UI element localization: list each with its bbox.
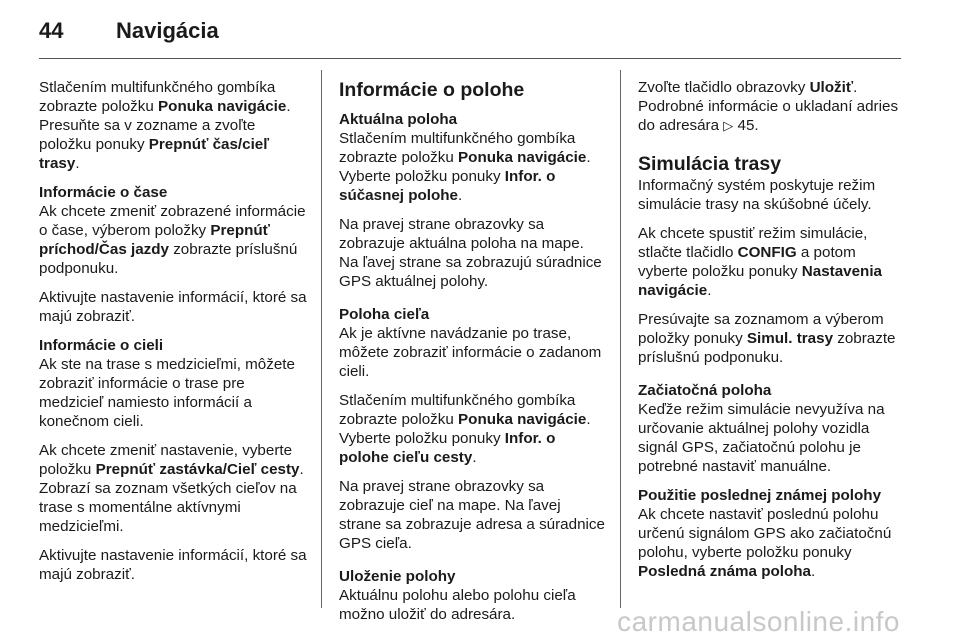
text: . bbox=[811, 563, 816, 580]
watermark: carmanualsonline.info bbox=[617, 606, 900, 637]
text: Stlačením multifunkčného gombíka zobrazte položku bbox=[339, 130, 576, 166]
menu-item-ref: Simul. trasy bbox=[746, 330, 834, 347]
text: . bbox=[75, 155, 80, 172]
column-1 bbox=[39, 78, 307, 594]
text: . bbox=[458, 187, 463, 204]
intro-paragraph bbox=[39, 78, 307, 173]
text: zobrazte príslušnú podponuku. bbox=[39, 241, 298, 277]
menu-item-ref: Posledná známa poloha bbox=[638, 563, 812, 580]
page-title: Navigácia bbox=[116, 18, 219, 43]
text: zobrazte príslušnú podponuku. bbox=[638, 330, 896, 366]
text: . bbox=[707, 282, 712, 299]
menu-item-ref: Nastavenia navigácie bbox=[638, 263, 882, 299]
paragraph: Aktivujte nastavenie informácií, ktoré sa majú zobraziť. bbox=[39, 547, 307, 583]
menu-item-ref: Prepnúť príchod/Čas jazdy bbox=[39, 222, 270, 258]
save-position-paragraph bbox=[339, 567, 607, 624]
paragraph bbox=[638, 310, 906, 367]
subheading: Uloženie polohy bbox=[339, 568, 456, 585]
text: . Vyberte položku ponuky bbox=[339, 411, 591, 447]
destination-paragraph bbox=[339, 305, 607, 381]
text: Keďže režim simulácie nevyužíva na určovanie aktuálnej polohy vozidla signál GPS, začiatočnú polohu je potrebné nastaviť manuálne. bbox=[638, 401, 885, 475]
menu-item-ref: Ponuka navigácie bbox=[458, 411, 587, 428]
subheading: Aktuálna poloha bbox=[339, 111, 458, 128]
column-divider-1 bbox=[321, 70, 322, 608]
text: Ak ste na trase s medzicieľmi, môžete zobraziť informácie o trase pre medzicieľ namiesto informácií a konečnom cieli. bbox=[39, 356, 295, 430]
time-info-paragraph bbox=[39, 183, 307, 278]
subheading: Poloha cieľa bbox=[339, 306, 430, 323]
text: . Presuňte sa v zozname a zvoľte položku ponuky bbox=[39, 98, 291, 153]
menu-item-ref: Ponuka navigácie bbox=[458, 149, 587, 166]
text: Presúvajte sa zoznamom a výberom položky ponuky bbox=[638, 311, 884, 347]
text: Ak chcete spustiť režim simulácie, stlačte tlačidlo bbox=[638, 225, 868, 261]
paragraph bbox=[638, 224, 906, 300]
dest-info-paragraph bbox=[39, 336, 307, 431]
text: Aktuálnu polohu alebo polohu cieľa možno uložiť do adresára. bbox=[339, 587, 576, 623]
menu-item-ref: Infor. o súčasnej polohe bbox=[339, 168, 556, 204]
start-position-paragraph bbox=[638, 381, 906, 476]
section-title: Simulácia trasy bbox=[638, 153, 782, 175]
section-title: Informácie o polohe bbox=[339, 79, 525, 101]
menu-item-ref: Infor. o polohe cieľu cesty bbox=[339, 430, 556, 466]
subheading: Informácie o cieli bbox=[39, 337, 164, 354]
text: Stlačením multifunkčného gombíka zobrazte položku bbox=[339, 392, 576, 428]
paragraph: Informačný systém poskytuje režim simulácie trasy na skúšobné účely. bbox=[638, 177, 876, 213]
button-ref: Uložiť bbox=[809, 79, 854, 96]
last-position-paragraph bbox=[638, 486, 906, 581]
menu-item-ref: Ponuka navigácie bbox=[158, 98, 287, 115]
paragraph bbox=[339, 391, 607, 467]
text: . Zobrazí sa zoznam všetkých cieľov na trase s momentálne aktívnymi medzicieľmi. bbox=[39, 461, 304, 535]
text: . bbox=[472, 449, 477, 466]
page-number: 44 bbox=[39, 18, 64, 43]
paragraph bbox=[39, 441, 307, 536]
subheading: Použitie poslednej známej polohy bbox=[638, 487, 882, 504]
menu-item-ref: Prepnúť čas/cieľ trasy bbox=[39, 136, 270, 172]
text: Ak je aktívne navádzanie po trase, môžete zobraziť informácie o zadanom cieli. bbox=[339, 325, 602, 380]
text: a potom vyberte položku ponuky bbox=[638, 244, 856, 280]
menu-item-ref: Prepnúť zastávka/Cieľ cesty bbox=[95, 461, 300, 478]
save-continued-paragraph bbox=[638, 78, 906, 136]
text: Zvoľte tlačidlo obrazovky bbox=[638, 79, 810, 96]
column-divider-2 bbox=[620, 70, 621, 608]
paragraph: Na pravej strane obrazovky sa zobrazuje aktuálna poloha na mape. Na ľavej strane sa zobrazujú súradnice GPS aktuálnej polohy. bbox=[339, 216, 602, 290]
text: Stlačením multifunkčného gombíka zobrazte položku bbox=[39, 79, 276, 115]
column-2 bbox=[339, 78, 607, 634]
text: Ak chcete zmeniť zobrazené informácie o čase, výberom položky bbox=[39, 203, 306, 239]
text: 45. bbox=[733, 117, 759, 134]
text: Ak chcete nastaviť poslednú polohu určenú signálom GPS ako začiatočnú polohu, vyberte položku ponuky bbox=[638, 506, 892, 561]
text: . Vyberte položku ponuky bbox=[339, 149, 591, 185]
paragraph: Aktivujte nastavenie informácií, ktoré sa majú zobraziť. bbox=[39, 289, 307, 325]
text: . Podrobné informácie o ukladaní adries do adresára bbox=[638, 79, 899, 134]
paragraph: Na pravej strane obrazovky sa zobrazuje cieľ na mape. Na ľavej strane sa zobrazuje adresa a súradnice GPS cieľa. bbox=[339, 478, 605, 552]
subheading: Začiatočná poloha bbox=[638, 382, 772, 399]
text: Ak chcete zmeniť nastavenie, vyberte položku bbox=[39, 442, 293, 478]
current-position-paragraph bbox=[339, 110, 607, 205]
header-rule bbox=[39, 58, 901, 59]
column-3 bbox=[638, 78, 906, 591]
button-ref: CONFIG bbox=[737, 244, 797, 261]
cross-reference-arrow-icon: ▷ bbox=[723, 119, 734, 134]
subheading: Informácie o čase bbox=[39, 184, 168, 201]
